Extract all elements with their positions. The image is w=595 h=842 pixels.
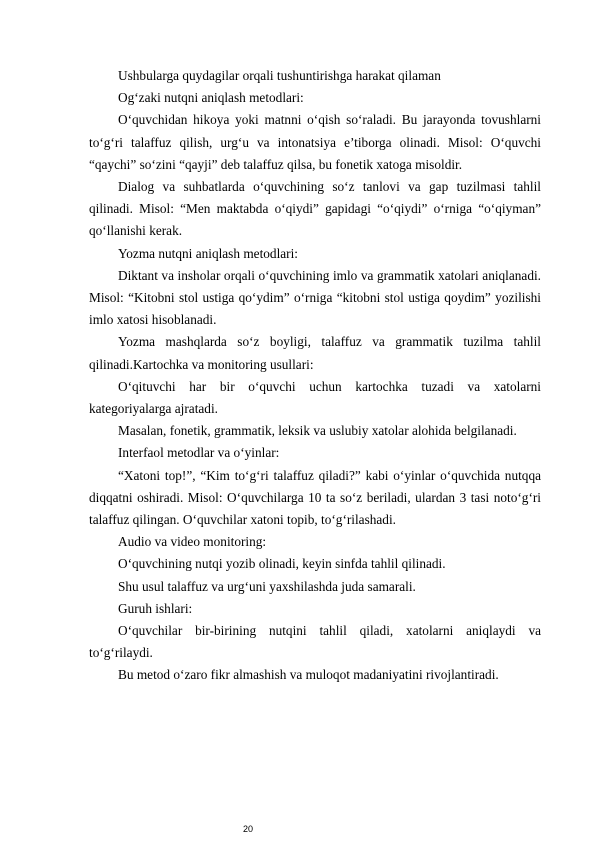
paragraph-communication-culture: Bu metod o‘zaro fikr almashish va muloqot madaniyatini rivojlantiradi. xyxy=(118,667,499,683)
paragraph-dialog-analysis: Dialog va suhbatlarda o‘quvchining so‘z tanlovi va gap tuzilmasi tahlil qilinadi. Misol: “Men maktabda o‘qiydi” gapidagi “o‘qiydi” o‘rniga “o‘qiyman” qo‘llanishi kerak. xyxy=(89,179,541,239)
paragraph-games: “Xatoni top!”, “Kim to‘g‘ri talaffuz qiladi?” kabi o‘yinlar o‘quvchida nutqqa diqqatni oshiradi. Misol: O‘quvchilarga 10 ta so‘z beriladi, ulardan 3 tasi noto‘g‘ri talaffuz qilingan. O‘quvchilar xatoni topib, to‘g‘rilashadi. xyxy=(89,467,541,528)
paragraph-intro: Ushbularga quydagilar orqali tushuntirishga harakat qilaman xyxy=(118,68,441,83)
document-body xyxy=(89,65,541,687)
paragraph-teacher-cards: O‘qituvchi har bir o‘quvchi uchun kartochka tuzadi va xatolarni kategoriyalarga ajratadi. xyxy=(89,378,541,417)
heading-oral-speech-methods: Og‘zaki nutqni aniqlash metodlari: xyxy=(118,90,304,106)
heading-audio-video-monitoring: Audio va video monitoring: xyxy=(118,534,267,550)
page-number: 20 xyxy=(242,824,253,834)
paragraph-effectiveness: Shu usul talaffuz va urg‘uni yaxshilashda juda samarali. xyxy=(118,578,416,594)
paragraph-dictation: Diktant va insholar orqali o‘quvchining imlo va grammatik xatolari aniqlanadi. Misol: “Kitobni stol ustiga qo‘ydim” o‘rniga “kitobni stol ustiga qoydim” yozilishi imlo xatosi hisoblanadi. xyxy=(89,267,541,328)
heading-interactive-methods: Interfaol metodlar va o‘yinlar: xyxy=(118,445,280,461)
heading-written-speech-methods: Yozma nutqni aniqlash metodlari: xyxy=(118,245,298,261)
paragraph-peer-analysis: O‘quvchilar bir-birining nutqini tahlil qiladi, xatolarni aniqlaydi va to‘g‘rilaydi. xyxy=(89,623,541,661)
paragraph-reading-aloud: O‘quvchidan hikoya yoki matnni o‘qish so‘raladi. Bu jarayonda tovushlarni to‘g‘ri talaffuz qilish, urg‘u va intonatsiya e’tiborga olinadi. Misol: O‘quvchi “qaychi” so‘zini “qayji” deb talaffuz qilsa, bu fonetik xatoga misoldir. xyxy=(89,112,541,172)
heading-group-work: Guruh ishlari: xyxy=(118,600,193,616)
paragraph-recording: O‘quvchining nutqi yozib olinadi, keyin sinfda tahlil qilinadi. xyxy=(118,556,446,572)
paragraph-error-categories: Masalan, fonetik, grammatik, leksik va uslubiy xatolar alohida belgilanadi. xyxy=(118,423,517,439)
paragraph-written-exercises: Yozma mashqlarda so‘z boyligi, talaffuz va grammatik tuzilma tahlil qilinadi.Kartochka va monitoring usullari: xyxy=(89,334,541,372)
